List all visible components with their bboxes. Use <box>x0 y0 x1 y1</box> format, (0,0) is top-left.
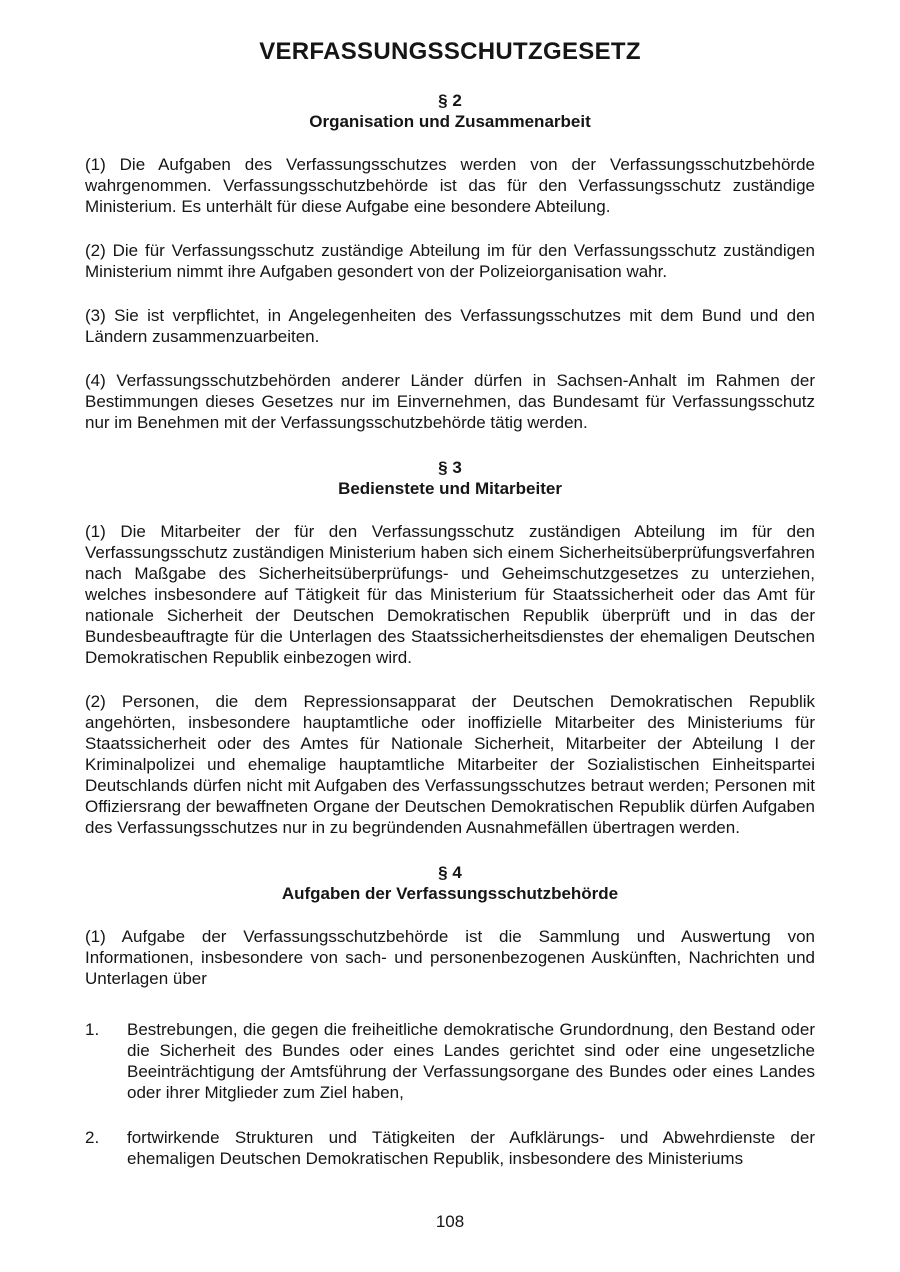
section-heading: Bedienstete und Mitarbeiter <box>338 479 562 498</box>
paragraph: (2) Die für Verfassungsschutz zuständige Abteilung im für den Verfassungsschutz zuständigen Ministerium nimmt ihre Aufgaben gesondert von der Polizeiorganisation wahr. <box>85 241 815 281</box>
list-item-text: Bestrebungen, die gegen die freiheitliche demokratische Grundordnung, den Bestand oder die Sicherheit des Bundes oder eines Landes gerichtet sind oder eine ungesetzliche Beeinträchtigung der Amtsführung der Verfassungsorgane des Bundes oder eines Landes oder ihrer Mitglieder zum Ziel haben, <box>127 1020 815 1102</box>
list-item-text: fortwirkende Strukturen und Tätigkeiten der Aufklärungs- und Abwehrdienste der ehemaligen Deutschen Demokratischen Republik, insbesondere des Ministeriums <box>127 1128 815 1168</box>
page-number: 108 <box>435 1212 465 1231</box>
paragraph: (1) Die Aufgaben des Verfassungsschutzes werden von der Verfassungsschutzbehörde wahrgenommen. Verfassungsschutzbehörde ist das für den Verfassungsschutz zuständige Ministerium. Es unterhält für diese Aufgabe eine besondere Abteilung. <box>85 155 815 216</box>
paragraph: (1) Die Mitarbeiter der für den Verfassungsschutz zuständigen Abteilung im für den Verfassungsschutz zuständigen Ministerium haben sich einem Sicherheitsüberprüfungsverfahren nach Maßgabe des Sicherheitsüberprüfungs- und Geheimschutzgesetzes zu unterziehen, welches insbesondere auf Tätigkeit für das Ministerium für Staatssicherheit oder das Amt für nationale Sicherheit der Deutschen Demokratischen Republik überprüft und in das der Bundesbeauftragte für die Unterlagen des Staatssicherheitsdienstes der ehemaligen Deutschen Demokratischen Republik einbezogen wird. <box>85 522 815 667</box>
section-3 <box>85 457 815 838</box>
section-number: § 2 <box>438 91 462 110</box>
section-3-header <box>85 457 815 499</box>
section-2 <box>85 90 815 433</box>
ordered-list <box>85 1019 815 1169</box>
section-4 <box>85 862 815 1169</box>
section-number: § 3 <box>438 458 462 477</box>
section-heading: Organisation und Zusammenarbeit <box>309 112 591 131</box>
section-number: § 4 <box>438 863 462 882</box>
section-4-header <box>85 862 815 904</box>
list-item <box>85 1019 815 1103</box>
paragraph: (4) Verfassungsschutzbehörden anderer Länder dürfen in Sachsen-Anhalt im Rahmen der Bestimmungen dieses Gesetzes nur im Einvernehmen, das Bundesamt für Verfassungsschutz nur im Benehmen mit der Verfassungsschutzbehörde tätig werden. <box>85 371 815 432</box>
paragraph: (1) Aufgabe der Verfassungsschutzbehörde ist die Sammlung und Auswertung von Informationen, insbesondere von sach- und personenbezogenen Auskünften, Nachrichten und Unterlagen über <box>85 927 815 988</box>
document-title: VERFASSUNGSSCHUTZGESETZ <box>259 38 641 65</box>
list-item-marker: 2. <box>85 1128 100 1147</box>
section-heading: Aufgaben der Verfassungsschutzbehörde <box>281 884 619 903</box>
list-item <box>85 1127 815 1169</box>
paragraph: (3) Sie ist verpflichtet, in Angelegenheiten des Verfassungsschutzes mit dem Bund und den Ländern zusammenzuarbeiten. <box>85 306 815 346</box>
list-item-marker: 1. <box>85 1020 100 1039</box>
section-2-header <box>85 90 815 132</box>
paragraph: (2) Personen, die dem Repressionsapparat der Deutschen Demokratischen Republik angehörten, insbesondere hauptamtliche oder inoffizielle Mitarbeiter des Ministeriums für Staatssicherheit oder des Amtes für Nationale Sicherheit, Mitarbeiter der Abteilung I der Kriminalpolizei und ehemalige hauptamtliche Mitarbeiter der Sozialistischen Einheitspartei Deutschlands dürfen nicht mit Aufgaben des Verfassungsschutzes betraut werden; Personen mit Offiziersrang der bewaffneten Organe der Deutschen Demokratischen Republik dürfen Aufgaben des Verfassungsschutzes nur in zu begründenden Ausnahmefällen übertragen werden. <box>85 692 815 837</box>
